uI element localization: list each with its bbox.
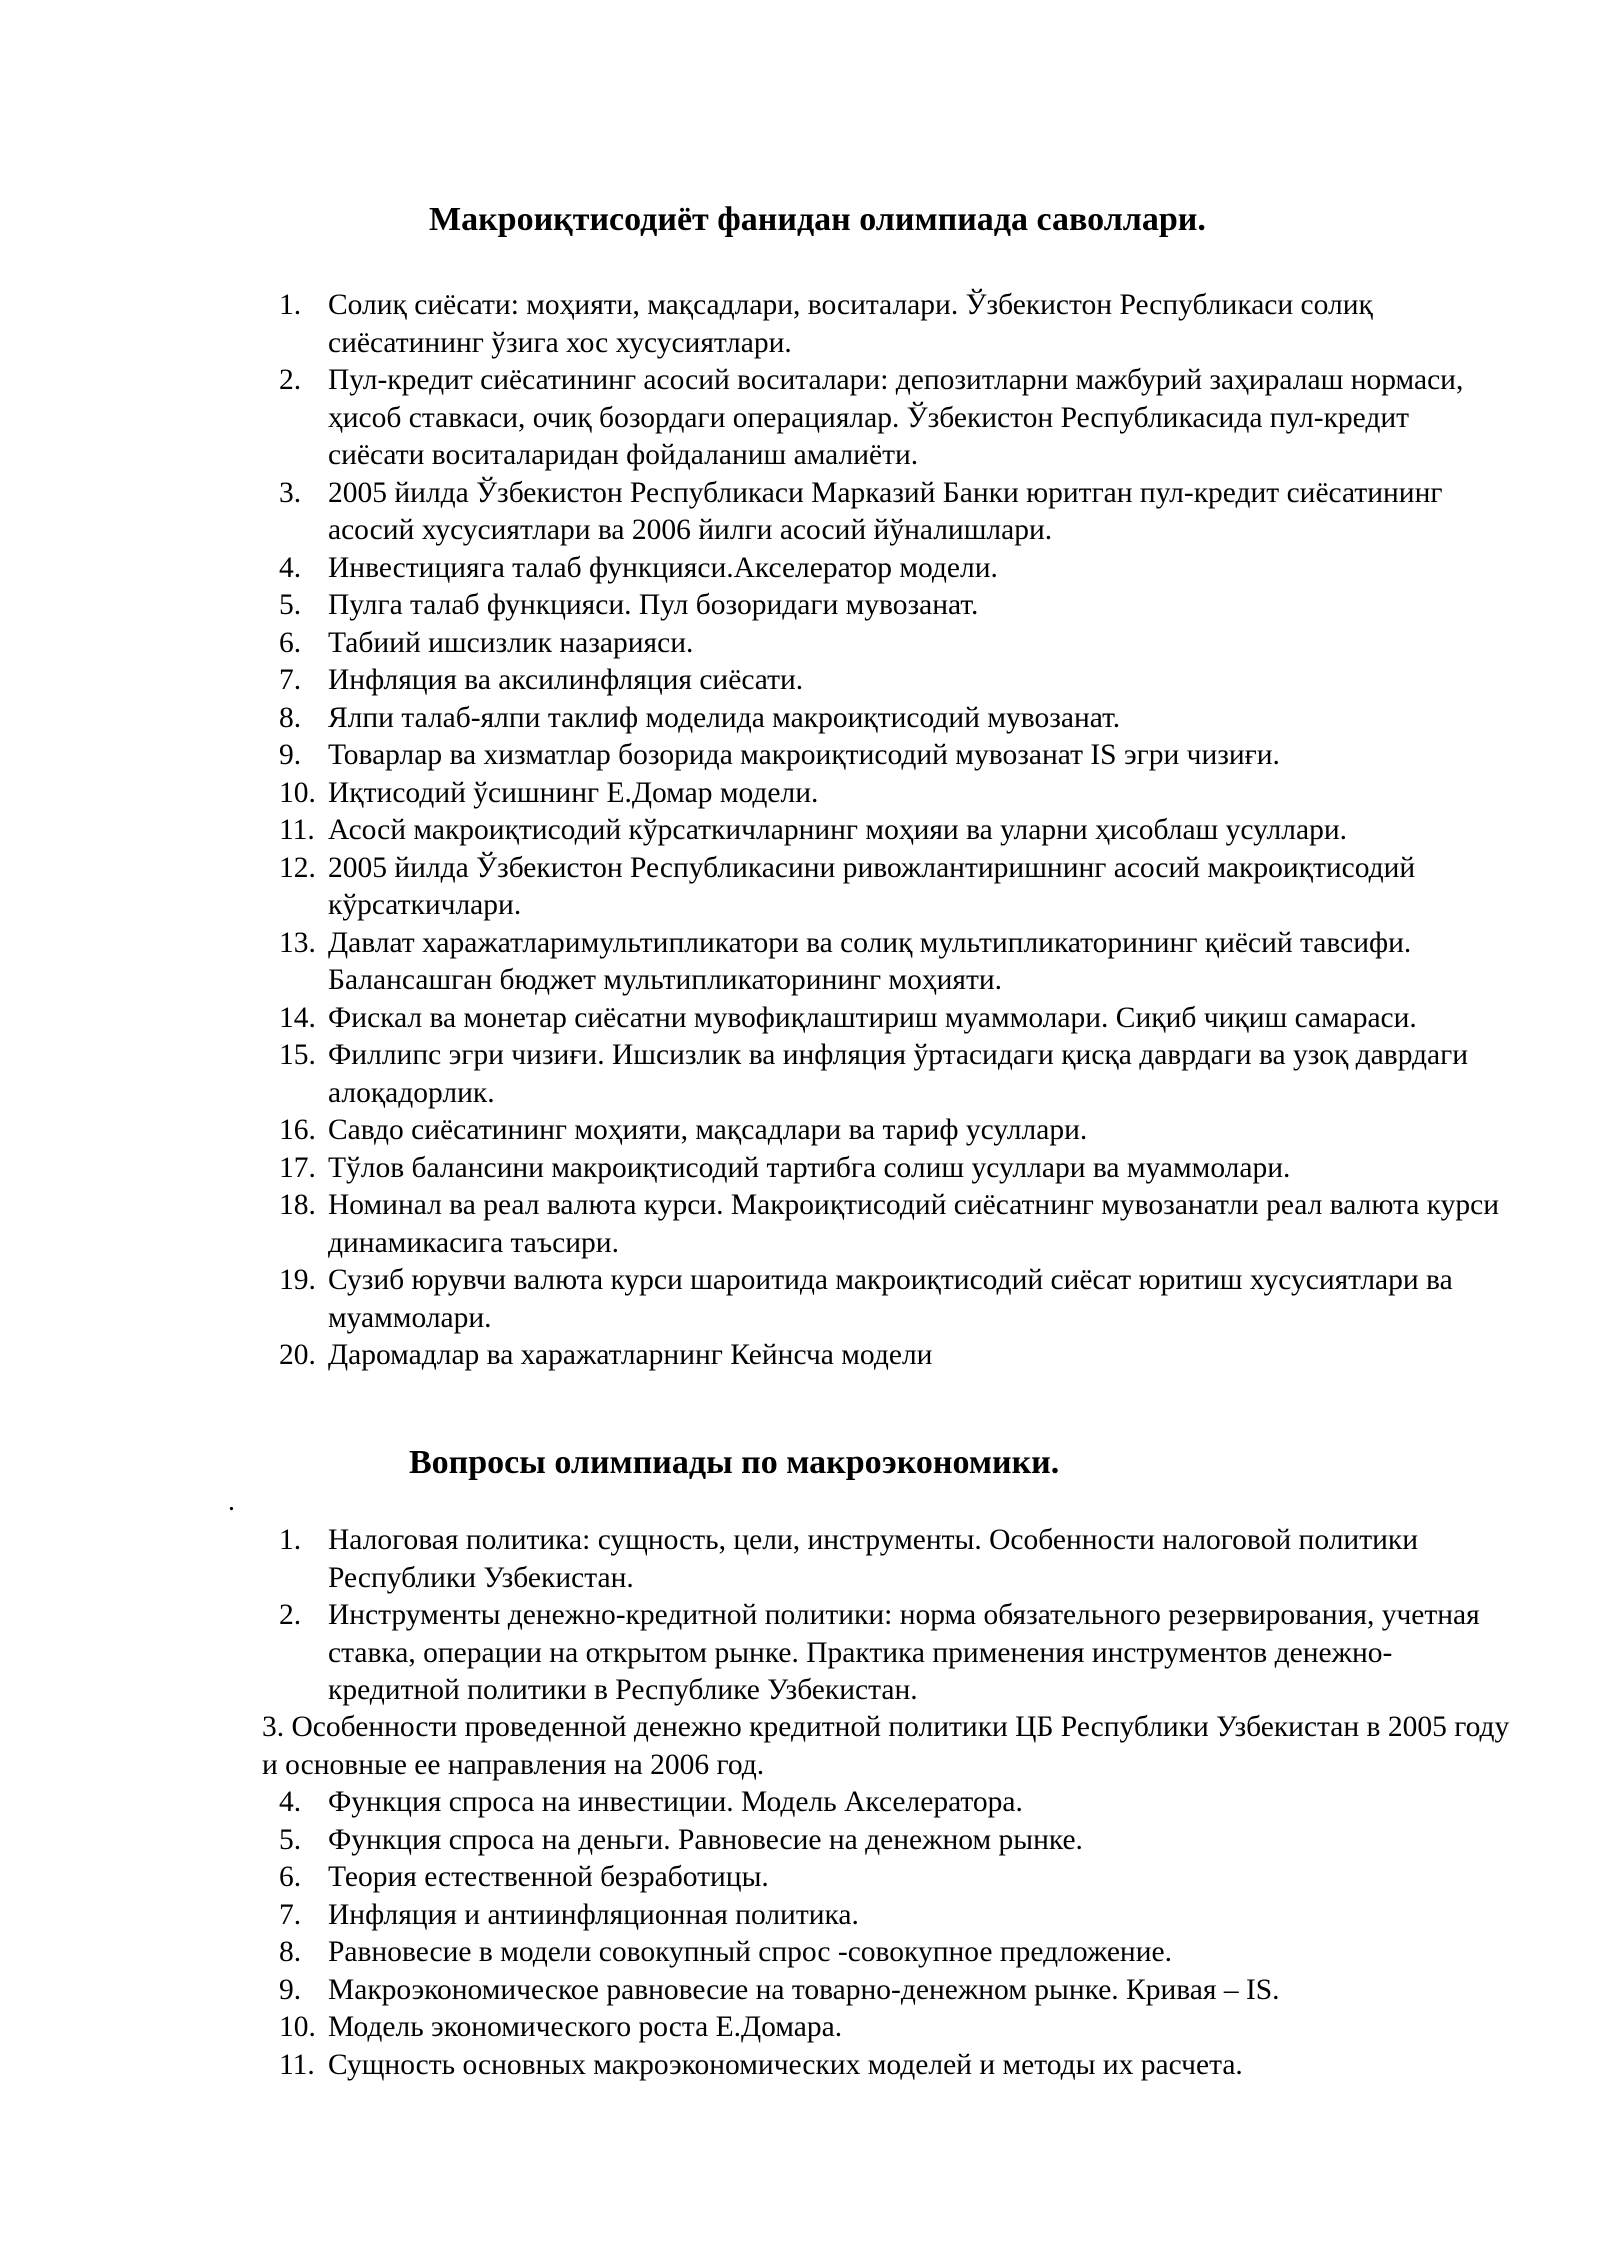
item-text: Функция спроса на деньги. Равновесие на денежном рынке.: [328, 1823, 1083, 1856]
list-item: [279, 775, 1509, 813]
list-item: [279, 700, 1509, 738]
item-text: Сущность основных макроэкономических моделей и методы их расчета.: [328, 2048, 1243, 2081]
item-text: Асосй макроиқтисодий кўрсаткичларнинг моҳияи ва уларни ҳисоблаш усуллари.: [328, 814, 1347, 846]
item-number: 16.: [279, 1114, 316, 1146]
stray-dot-mark: .: [228, 1486, 235, 1517]
item-text: 2005 йилда Ўзбекистон Республикаси Марказий Банки юритган пул-кредит сиёсатининг асосий хусусиятлари ва 2006 йилги асосий йўналишлари.: [328, 476, 1443, 546]
list-item: [279, 625, 1509, 663]
item-text: Давлат харажатларимультипликатори ва солиқ мультипликаторининг қиёсий тавсифи. Балансашган бюджет мультипликаторининг моҳияти.: [328, 926, 1412, 996]
item-text: Табиий ишсизлик назарияси.: [328, 626, 694, 659]
item-text: Товарлар ва хизматлар бозорида макроиқтисодий мувозанат IS эгри чизиғи.: [328, 739, 1280, 771]
item-number: 4.: [279, 1786, 302, 1818]
item-text: Савдо сиёсатининг моҳияти, мақсадлари ва тариф усуллари.: [328, 1114, 1088, 1146]
item-number: 1.: [279, 289, 302, 321]
item-text: Солиқ сиёсати: моҳияти, мақсадлари, воситалари. Ўзбекистон Республикаси солиқ сиёсатининг ўзига хос хусусиятлари.: [328, 289, 1373, 359]
item-text: Фискал ва монетар сиёсатни мувофиқлаштириш муаммолари. Сиқиб чиқиш самараси.: [328, 1001, 1417, 1034]
item-number: 6.: [279, 1861, 302, 1893]
list-item: [279, 287, 1509, 362]
list-item: [279, 1859, 1509, 1897]
uzbek-question-list: [279, 287, 1509, 1375]
item-text: Филлипс эгри чизиғи. Ишсизлик ва инфляция ўртасидаги қисқа даврдаги ва узоқ даврдаги алоқадорлик.: [328, 1039, 1469, 1109]
item-text: Модель экономического роста Е.Домара.: [328, 2011, 843, 2043]
list-item: [279, 475, 1509, 550]
list-item: [279, 1897, 1509, 1935]
list-item: [279, 1187, 1509, 1262]
list-item: [279, 737, 1509, 775]
list-item: [279, 850, 1509, 925]
item-number: 3.: [279, 476, 302, 509]
item-number: 7.: [279, 664, 302, 696]
item-number: 10.: [279, 776, 316, 809]
item-number: 5.: [279, 589, 302, 621]
item-number: 14.: [279, 1001, 316, 1034]
list-item: [279, 1150, 1509, 1188]
list-item: [279, 1037, 1509, 1112]
list-item: [279, 662, 1509, 700]
uzbek-section-title: Макроиқтисодиёт фанидан олимпиада саволлари.: [429, 201, 1206, 238]
item-text: Даромадлар ва харажатларнинг Кейнсча модели: [328, 1339, 933, 1371]
list-item: [279, 1000, 1509, 1038]
item-text: Пулга талаб функцияси. Пул бозоридаги мувозанат.: [328, 589, 979, 621]
item-text: Равновесие в модели совокупный спрос -совокупное предложение.: [328, 1936, 1172, 1968]
item-number: 12.: [279, 851, 316, 884]
item-number: 1.: [279, 1524, 302, 1556]
list-item: [279, 1262, 1509, 1337]
item-number: 19.: [279, 1264, 316, 1296]
item-text: 2005 йилда Ўзбекистон Республикасини ривожлантиришнинг асосий макроиқтисодий кўрсаткичлари.: [328, 851, 1416, 921]
list-item: [279, 1822, 1509, 1860]
item-text: Сузиб юрувчи валюта курси шароитида макроиқтисодий сиёсат юритиш хусусиятлари ва муаммолари.: [328, 1264, 1453, 1334]
item-text: Тўлов балансини макроиқтисодий тартибга солиш усуллари ва муаммолари.: [328, 1151, 1291, 1184]
list-item: [262, 1709, 1522, 1784]
item-number: 11.: [279, 2048, 315, 2081]
item-number: 18.: [279, 1189, 316, 1221]
item-number: 4.: [279, 551, 302, 584]
list-item: [279, 2047, 1509, 2085]
item-text: Инвестицияга талаб функцияси.Акселератор модели.: [328, 551, 998, 584]
item-number: 2.: [279, 1599, 302, 1631]
item-text: Инфляция ва аксилинфляция сиёсати.: [328, 664, 804, 696]
list-item: [279, 1112, 1509, 1150]
russian-question-list-part-2: [262, 1709, 1522, 1784]
item-number: 6.: [279, 626, 302, 659]
item-text: Инфляция и антиинфляционная политика.: [328, 1898, 859, 1931]
item-text: Налоговая политика: сущность, цели, инструменты. Особенности налоговой политики Республики Узбекистан.: [328, 1524, 1419, 1594]
list-item: [279, 550, 1509, 588]
item-number: 2.: [279, 364, 302, 396]
item-number: 11.: [279, 814, 315, 846]
list-item: [279, 925, 1509, 1000]
item-number: 7.: [279, 1898, 302, 1931]
russian-question-list-part-3: [279, 1784, 1509, 2084]
list-item: [279, 1522, 1509, 1597]
item-text: Функция спроса на инвестиции. Модель Акселератора.: [328, 1786, 1023, 1818]
list-item: [279, 362, 1509, 475]
item-text: Макроэкономическое равновесие на товарно-денежном рынке. Кривая – IS.: [328, 1973, 1280, 2006]
item-number: 15.: [279, 1039, 316, 1071]
item-text: Номинал ва реал валюта курси. Макроиқтисодий сиёсатнинг мувозанатли реал валюта курси динамикасига таъсири.: [328, 1189, 1499, 1259]
russian-section-title: Вопросы олимпиады по макроэкономики.: [409, 1444, 1060, 1481]
item-number: 9.: [279, 739, 302, 771]
item-text: Ялпи талаб-ялпи таклиф моделида макроиқтисодий мувозанат.: [328, 701, 1121, 734]
item-text: Пул-кредит сиёсатининг асосий воситалари: депозитларни мажбурий заҳиралаш нормаси, ҳисоб ставкаси, очиқ бозордаги операциялар. Ўзбекистон Республикасида пул-кредит сиёсати воситаларидан фойдаланиш амалиёти.: [328, 364, 1464, 471]
item-number: 5.: [279, 1823, 302, 1856]
item-number: 13.: [279, 926, 316, 959]
item-text: Теория естественной безработицы.: [328, 1861, 769, 1893]
list-item: [279, 1337, 1509, 1375]
item-text: 3. Особенности проведенной денежно кредитной политики ЦБ Республики Узбекистан в 2005 году и основные ее направления на 2006 год.: [262, 1711, 1510, 1781]
list-item: [279, 1597, 1509, 1710]
list-item: [279, 1934, 1509, 1972]
item-number: 20.: [279, 1339, 316, 1371]
list-item: [279, 2009, 1509, 2047]
list-item: [279, 587, 1509, 625]
list-item: [279, 1972, 1509, 2010]
item-text: Инструменты денежно-кредитной политики: норма обязательного резервирования, учетная ставка, операции на открытом рынке. Практика применения инструментов денежно-кредитной политики в Республике Узбекистан.: [328, 1599, 1480, 1706]
item-number: 10.: [279, 2011, 316, 2043]
list-item: [279, 1784, 1509, 1822]
item-number: 8.: [279, 1936, 302, 1968]
item-number: 8.: [279, 701, 302, 734]
item-number: 17.: [279, 1151, 316, 1184]
russian-question-list-part-1: [279, 1522, 1509, 1710]
item-text: Иқтисодий ўсишнинг Е.Домар модели.: [328, 776, 819, 809]
item-number: 9.: [279, 1973, 302, 2006]
list-item: [279, 812, 1509, 850]
